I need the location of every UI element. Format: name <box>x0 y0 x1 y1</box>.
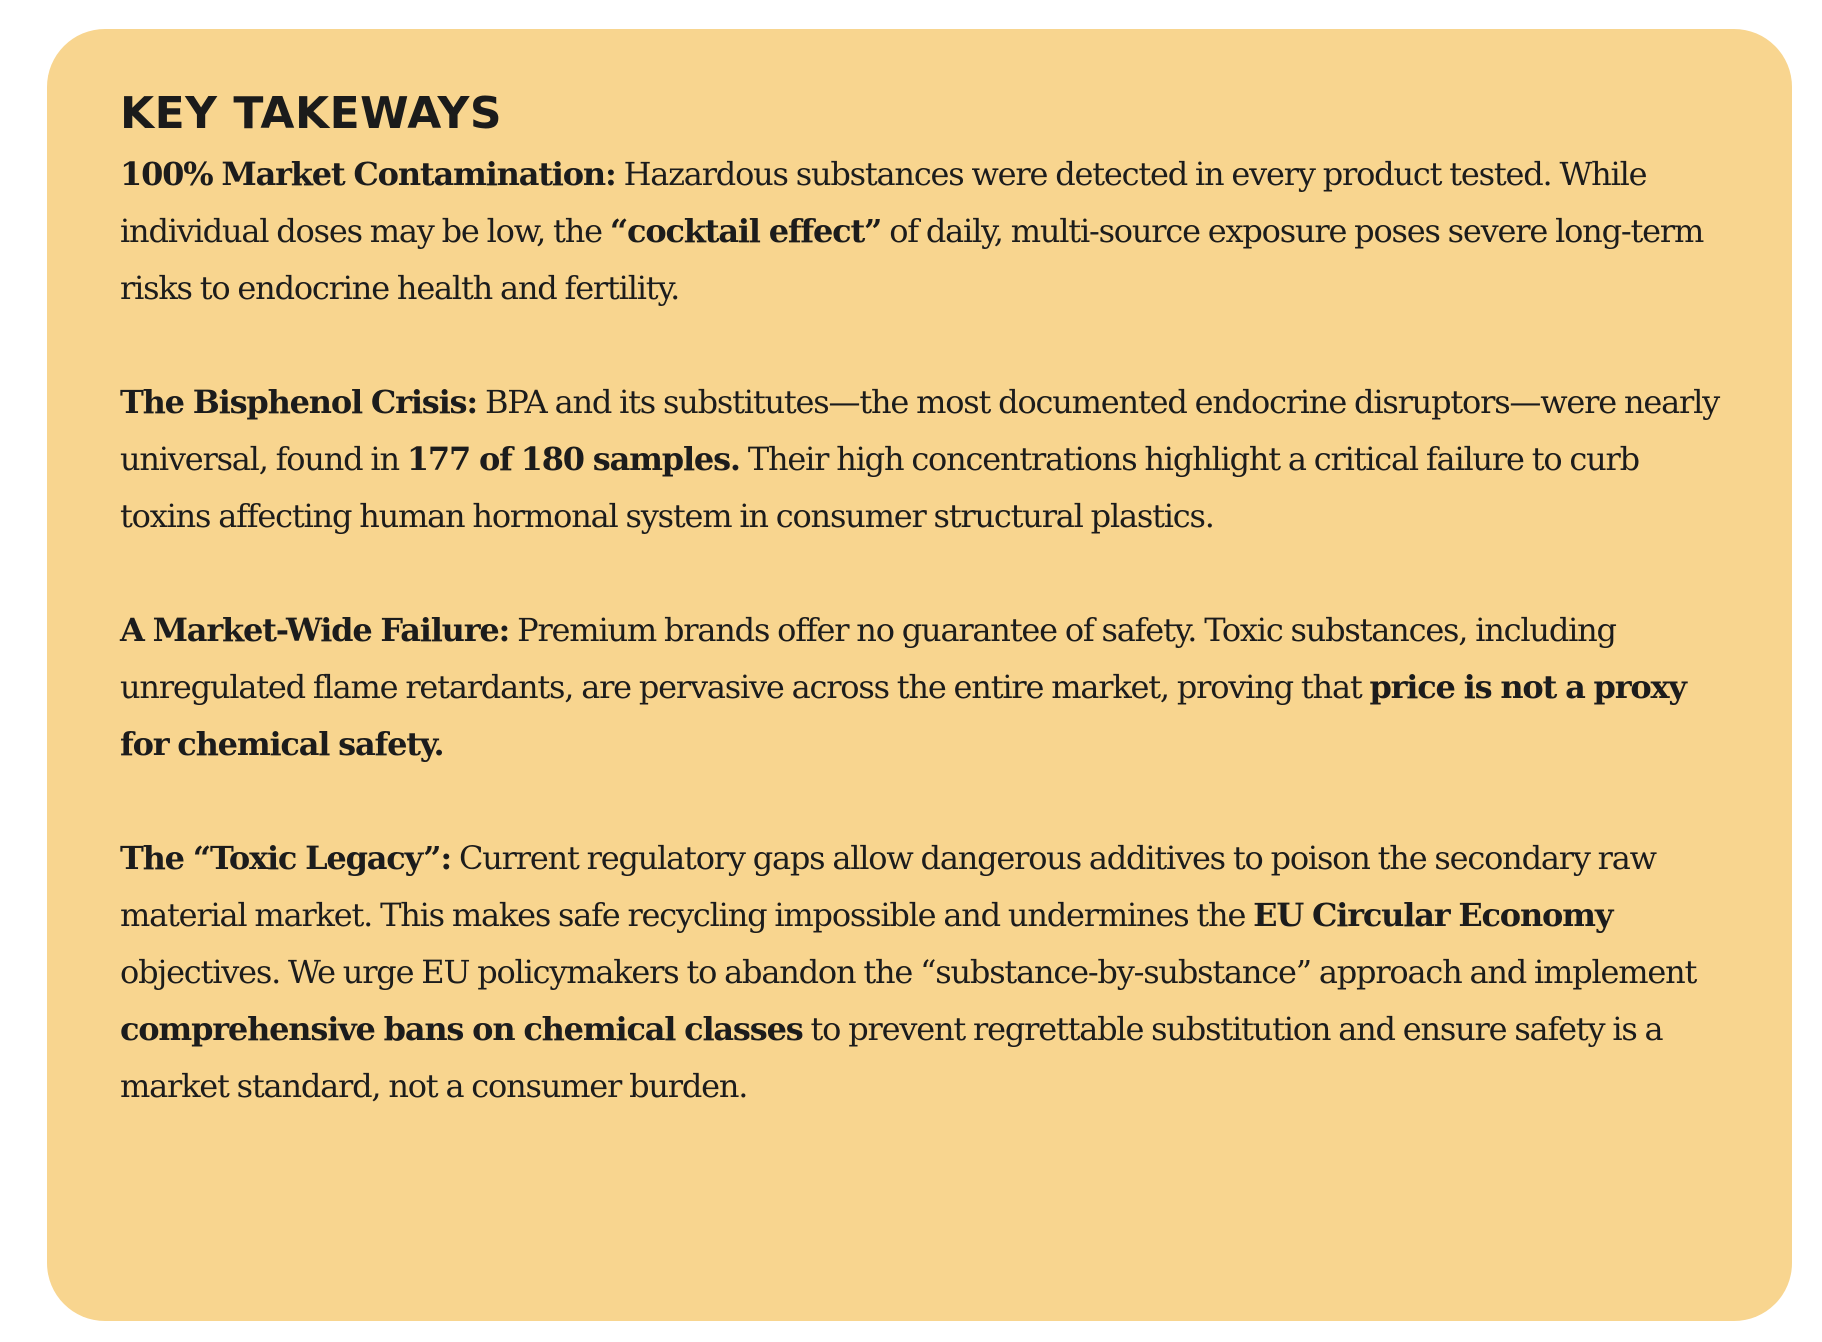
takeaway-title: A Market-Wide Failure: <box>120 610 510 649</box>
takeaway-emphasis: 177 of 180 samples. <box>406 439 740 478</box>
takeaway-emphasis: price is not a proxy for chemical safety. <box>120 667 1686 763</box>
takeaway-text: objectives. We urge EU policymakers to abandon the “substance-by-substance” approach and implement <box>120 952 1697 991</box>
takeaway-text: BPA and its substitutes—the most documented endocrine disruptors—were nearly universal, found in <box>120 382 1719 478</box>
takeaway-market-contamination <box>120 146 1722 317</box>
card-heading: KEY TAKEWAYS <box>120 88 503 139</box>
takeaway-emphasis: EU Circular Economy <box>1253 895 1613 934</box>
takeaway-text: of daily, multi-source exposure poses severe long-term risks to endocrine health and fertility. <box>120 211 1704 307</box>
takeaway-emphasis: “cocktail effect” <box>609 211 882 250</box>
takeaway-title: 100% Market Contamination: <box>120 154 616 193</box>
takeaway-text: Their high concentrations highlight a critical failure to curb toxins affecting human hormonal system in consumer structural plastics. <box>120 439 1639 535</box>
takeaway-bisphenol-crisis <box>120 374 1722 545</box>
takeaway-text: Current regulatory gaps allow dangerous additives to poison the secondary raw material market. This makes safe recycling impossible and undermines the <box>120 838 1656 934</box>
takeaway-toxic-legacy <box>120 830 1722 1115</box>
takeaway-title: The Bisphenol Crisis: <box>120 382 477 421</box>
takeaway-text: to prevent regrettable substitution and ensure safety is a market standard, not a consumer burden. <box>120 1009 1663 1105</box>
key-takeaways-card <box>47 29 1792 1321</box>
takeaway-text: Hazardous substances were detected in every product tested. While individual doses may be low, the <box>120 154 1647 250</box>
takeaway-emphasis: comprehensive bans on chemical classes <box>120 1009 803 1048</box>
takeaway-market-wide-failure <box>120 602 1722 773</box>
takeaway-text: Premium brands offer no guarantee of safety. Toxic substances, including unregulated flame retardants, are pervasive across the entire market, proving that <box>120 610 1616 706</box>
takeaway-title: The “Toxic Legacy”: <box>120 838 451 877</box>
